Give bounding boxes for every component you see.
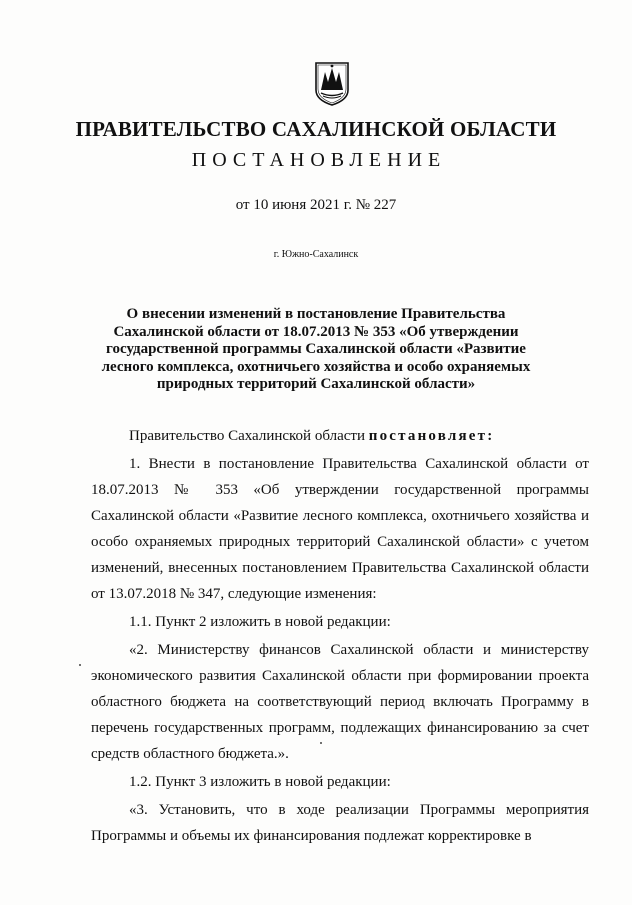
quoted-item-3: «3. Установить, что в ходе реализации Программы мероприятия Программы и объемы их финансирования подлежат корректировке в	[91, 802, 589, 844]
document-type: ПОСТАНОВЛЕНИЕ	[191, 149, 447, 171]
quoted-item-2: «2. Министерству финансов Сахалинской области и министерству экономического развития Сахалинской области при формировании проекта областного бюджета на соответствующий период включать Программу в перечень государственных программ, подлежащих финансированию за счет средств областного бюджета.».	[91, 642, 589, 762]
paragraph-1-2: 1.2. Пункт 3 изложить в новой редакции:	[129, 774, 391, 790]
intro-paragraph	[91, 423, 589, 449]
paragraph-1-1: 1.1. Пункт 2 изложить в новой редакции:	[129, 614, 391, 630]
intro-prefix: Правительство Сахалинской области	[129, 428, 369, 444]
document-date-number: от 10 июня 2021 г. № 227	[235, 197, 397, 213]
scan-speck	[79, 664, 81, 666]
organization-title: ПРАВИТЕЛЬСТВО САХАЛИНСКОЙ ОБЛАСТИ	[75, 117, 557, 141]
document-heading: О внесении изменений в постановление Правительства Сахалинской области от 18.07.2013 № 353 «Об утверждении государственной программы Сахалинской области «Развитие лесного комплекса, охотничьего хозяйства и особо охраняемых природных территорий Сахалинской области»	[101, 306, 531, 392]
document-city: г. Южно-Сахалинск	[273, 249, 359, 260]
intro-emphasis: постановляет:	[368, 428, 495, 444]
scan-speck	[320, 742, 322, 744]
document-body	[91, 423, 589, 849]
coat-of-arms-icon	[315, 60, 349, 106]
paragraph-1: 1. Внести в постановление Правительства Сахалинской области от 18.07.2013 № 353 «Об утверждении государственной программы Сахалинской области «Развитие лесного комплекса, охотничьего хозяйства и особо охраняемых природных территорий Сахалинской области» с учетом изменений, внесенных постановлением Правительства Сахалинской области от 13.07.2018 № 347, следующие изменения:	[91, 456, 589, 602]
